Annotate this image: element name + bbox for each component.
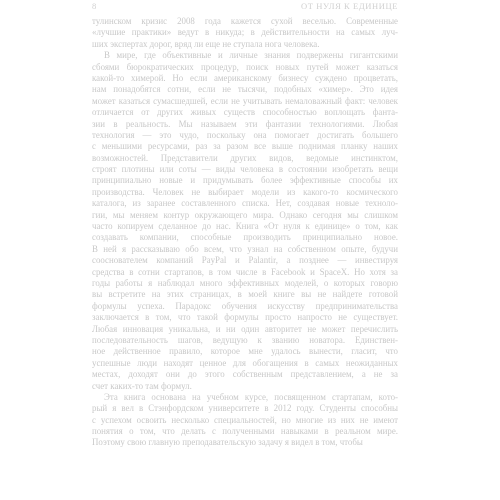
text-line: вы встретите на этих страницах, в моей книге вы не найдете готовой: [92, 289, 398, 300]
text-line: В мире, где объективные и личные знания подвержены гигантскими: [104, 50, 398, 61]
text-line: с успехом освоить несколько специальностей, но многие из них не имеют: [92, 414, 398, 425]
text-line: Любая инновация уникальна, и ни один авторитет не может перечислить: [92, 323, 398, 334]
text-line: технология — это чудо, поскольку она помогает достигать большего: [92, 129, 398, 140]
text-line: сооснователем компаний PayPal и Palantir, а позднее — инвестируя: [92, 255, 398, 266]
text-line: В ней я рассказываю обо всем, что узнал на собственном опыте, будучи: [92, 243, 398, 254]
paragraph: [92, 392, 398, 449]
text-line: нам понадобятся сотни, если не тысячи, подобных «химер». Это идея: [92, 84, 398, 95]
text-line: формулы успеха. Парадокс обучения искусству предпринимательства: [92, 300, 398, 311]
text-line: возможностей. Представители других видов, ведомые инстинктом,: [92, 152, 398, 163]
text-line: часто копируем сделанное до нас. Книга «От нуля к единице» о том, как: [92, 221, 398, 232]
running-book-title: ОТ НУЛЯ К ЕДИНИЦЕ: [301, 1, 398, 11]
text-line: каталога, из заранее составленного списка. Нет, создавая новые техноло-: [92, 198, 398, 209]
body-text: [92, 16, 398, 496]
text-line: Эта книга основана на учебном курсе, посвященном стартапам, кото-: [104, 391, 398, 402]
text-line: ное действенное правило, которое мне удалось вынести, гласит, что: [92, 346, 398, 357]
text-line: отличается от других живых существ способностью воплощать фанта-: [92, 107, 398, 118]
text-line: тулинском кризис 2008 года кажется сухой веселью. Современные: [92, 16, 398, 26]
text-line: последовательность шагов, ведущую к званию новатора. Единствен-: [92, 334, 398, 345]
text-line: сбоями бюрократических процедур, поиск новых путей может казаться: [92, 61, 398, 72]
text-line: зии в реальность. Мы называем эти фантазии технологиями. Любая: [92, 118, 398, 129]
text-line: годы работы я наблюдал много эффективных моделей, о которых говорю: [92, 277, 398, 288]
text-line: местах, доходят они до этого собственным представлением, а не за: [92, 369, 398, 380]
text-line: может казаться сумасшедшей, если не учитывать немаловажный факт: человек: [92, 95, 398, 106]
text-line: создавать компании, способные производить принципиально новое.: [92, 232, 398, 243]
text-line: ших экспертах дорог, вряд ли еще не ступала нога человека.: [92, 38, 320, 49]
text-line: средства в сотни стартапов, в том числе в Facebook и SpaceX. Но хотя за: [92, 266, 398, 277]
text-line: с меньшими ресурсами, раз за разом все выше поднимая планку наших: [92, 141, 398, 152]
text-line: понятия о том, что делать с полученными навыками в реальном мире.: [92, 426, 398, 437]
text-line: счет каких-то там формул.: [92, 380, 192, 391]
paragraph: [92, 16, 398, 50]
text-line: принципиально новые и придумывать более эффективные способы их: [92, 175, 398, 186]
page-number: 8: [92, 1, 97, 11]
text-line: рый я вел в Стэнфордском университете в 2012 году. Студенты способны: [92, 403, 398, 414]
text-line: Поэтому свою главную преподавательскую задачу я видел в том, чтобы: [92, 437, 363, 448]
text-line: строят плотины или соты — виды человека в состоянии изобретать вещи: [92, 164, 398, 175]
text-line: заключается в том, что такой формулы просто напросто не существует.: [92, 312, 398, 323]
paragraph: [92, 50, 398, 392]
text-line: какой-то химерой. Но если американскому бизнесу суждено процветать,: [92, 72, 398, 83]
text-line: «лучшие практики» ведут в никуда; в действительности на самых луч-: [92, 27, 398, 38]
running-header: [92, 0, 398, 14]
text-line: производства. Человек не выбирает модели из какого-то космического: [92, 186, 398, 197]
text-line: успешные люди находят ценное для обогащения в самых неожиданных: [92, 357, 398, 368]
text-line: гии, мы меняем контур окружающего мира. Однако сегодня мы слишком: [92, 209, 398, 220]
